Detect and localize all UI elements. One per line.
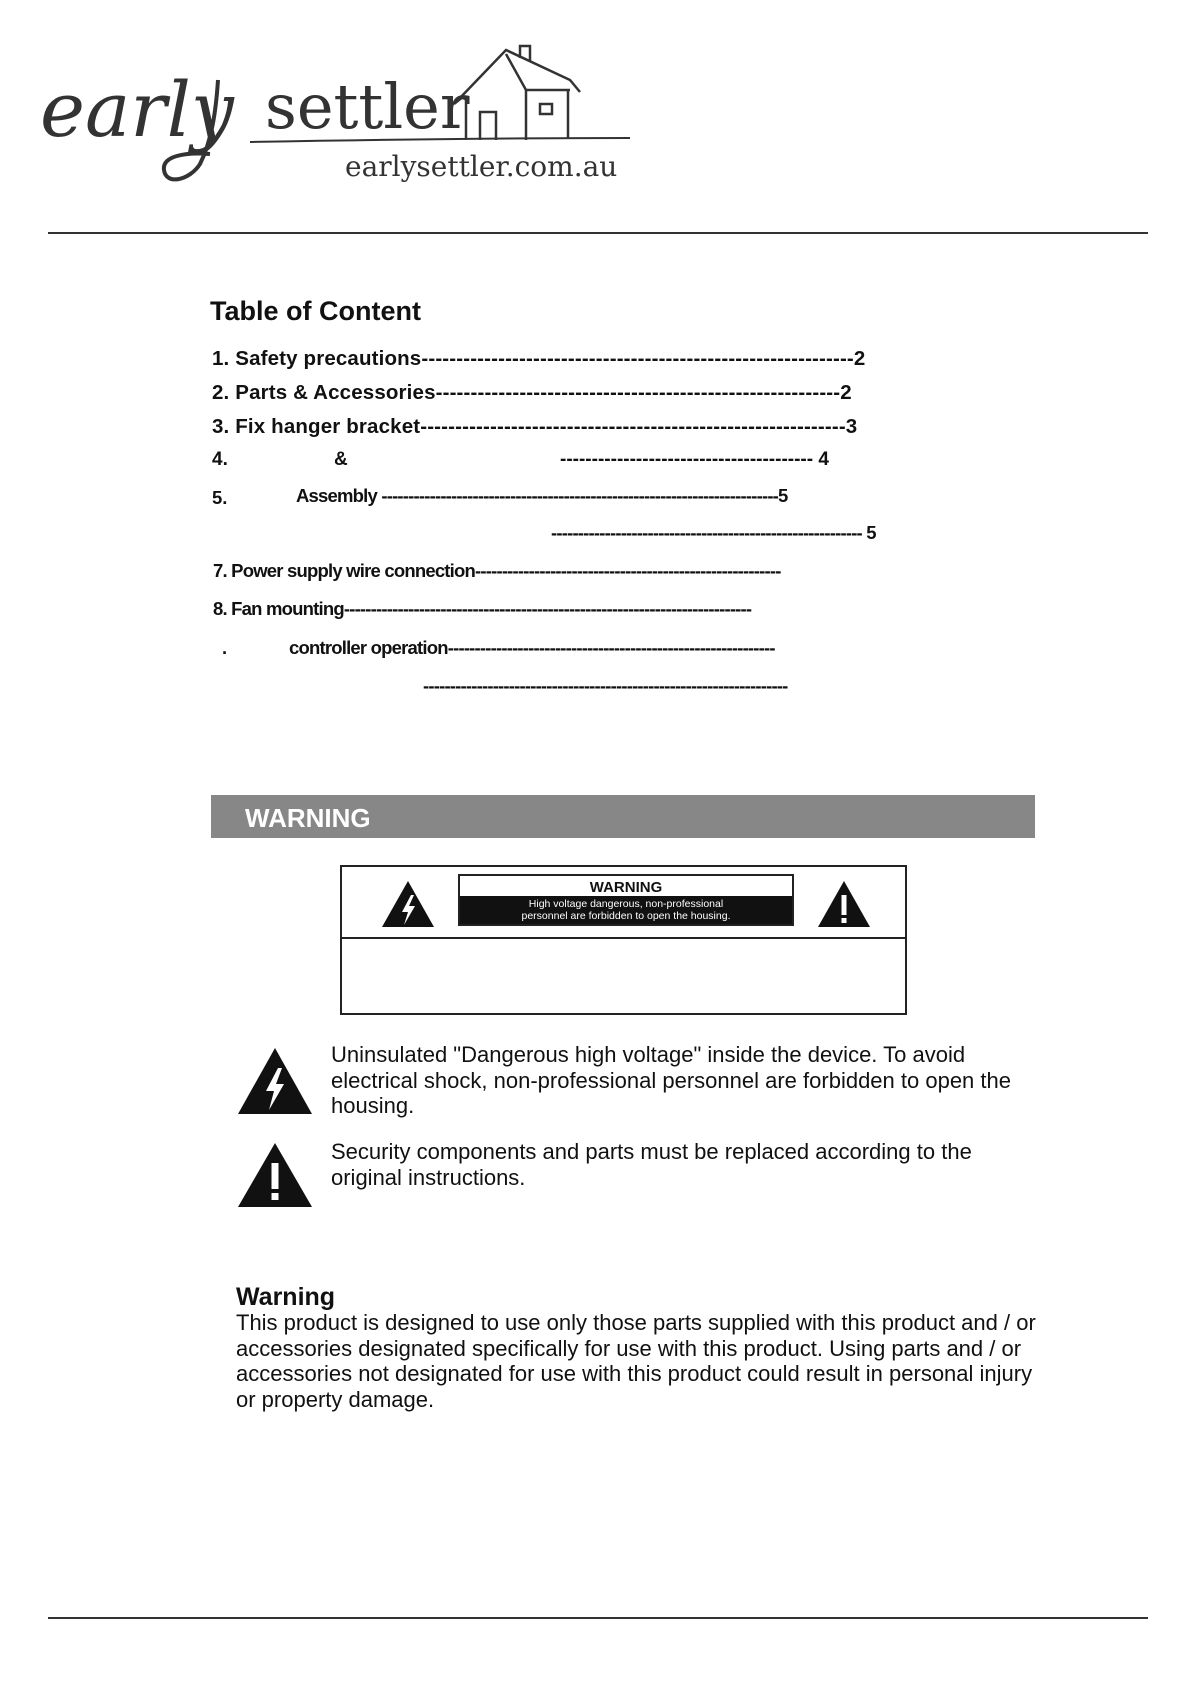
warning-label-line1: High voltage dangerous, non-professional [528, 898, 724, 910]
warning-label-inner [458, 874, 794, 926]
toc-item-9-number[interactable]: . [222, 637, 228, 658]
warning-body: This product is designed to use only those parts supplied with this product and / or accessories designated specifically for use with this product. Using parts and / or accessories not designated for use with this product could result in personal injury or property damage. [236, 1310, 1036, 1412]
warning-label [340, 865, 907, 1015]
high-voltage-triangle-icon [236, 1046, 314, 1116]
footer-rule [48, 1617, 1148, 1619]
warning-label-line2: personnel are forbidden to open the housing. [521, 910, 731, 922]
brand-logo [40, 40, 640, 200]
logo-script-text: early [40, 65, 234, 154]
toc-item-8[interactable]: 8. Fan mounting---------------------------------------------------------------------------- [213, 598, 752, 619]
toc-item-4-number[interactable]: 4. [212, 449, 228, 470]
toc-item-1[interactable]: 1. Safety precautions--------------------------------------------------------------2 [212, 347, 866, 370]
toc-item-4-leader[interactable]: ---------------------------------------- 4 [560, 449, 829, 470]
toc-item-3[interactable]: 3. Fix hanger bracket-------------------------------------------------------------3 [212, 415, 858, 438]
voltage-notice: Uninsulated "Dangerous high voltage" inside the device. To avoid electrical shock, non-professional personnel are forbidden to open the housing. [331, 1042, 1011, 1118]
house-logo-icon [454, 46, 580, 140]
warning-label-title: WARNING [589, 879, 663, 896]
warning-label-divider [342, 937, 905, 939]
security-notice: Security components and parts must be replaced according to the original instructions. [331, 1139, 972, 1190]
toc-item-6-leader[interactable]: ---------------------------------------------------------- 5 [551, 522, 876, 543]
logo-url-text: earlysettler.com.au [345, 150, 618, 183]
toc-item-5[interactable]: Assembly --------------------------------------------------------------------------5 [296, 485, 788, 506]
logo-word-text: settler [265, 70, 470, 143]
toc-item-2[interactable]: 2. Parts & Accessories----------------------------------------------------------2 [212, 381, 852, 404]
toc-item-4-ampersand[interactable]: & [334, 449, 348, 470]
toc-item-5-number[interactable]: 5. [212, 487, 228, 508]
warning-banner [211, 795, 1035, 838]
caution-triangle-icon [816, 879, 872, 929]
toc-title: Table of Content [210, 296, 421, 326]
warning-label-text [460, 896, 792, 924]
header-rule [48, 232, 1148, 234]
toc-item-9[interactable]: controller operation------------------------------------------------------------- [289, 637, 775, 658]
high-voltage-triangle-icon [380, 879, 436, 929]
warning-banner-title: WARNING [245, 803, 371, 833]
caution-triangle-icon [236, 1141, 314, 1209]
warning-heading: Warning [236, 1283, 336, 1311]
toc-item-7[interactable]: 7. Power supply wire connection--------------------------------------------------------- [213, 560, 781, 581]
toc-item-10-leader[interactable]: -------------------------------------------------------------------- [423, 675, 788, 696]
